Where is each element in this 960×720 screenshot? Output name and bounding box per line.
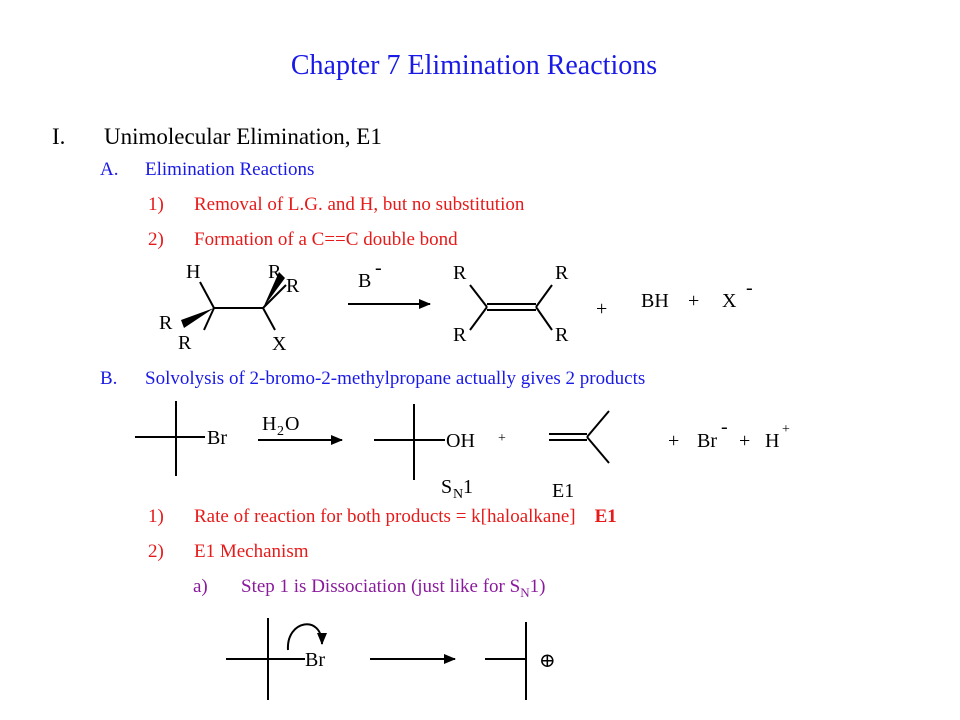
outline-marker-b1: 1) [148,506,164,527]
r-label-bottom: R [178,332,192,354]
isobutylene [549,411,609,463]
alkene-r-ur: R [555,262,569,284]
water-h: H [262,413,277,435]
outline-marker-a2: 2) [148,229,164,250]
curved-electron-arrow [288,624,322,650]
point-b2: E1 Mechanism [194,541,309,562]
sn1-label-s: S [441,476,453,498]
subsection-b-heading: Solvolysis of 2-bromo-2-methylpropane actually gives 2 products [145,368,646,389]
outline-marker-i: I. [52,124,66,149]
water-subscript: 2 [277,424,284,439]
hydroxyl-label: OH [446,430,475,452]
r-label-left: R [159,312,173,334]
positive-charge-icon: ⊕ [539,650,556,672]
alkene-r-ll: R [453,324,467,346]
alkene-r-lr: R [555,324,569,346]
point-b2a-subscript: N [520,584,530,600]
proton-charge: + [782,422,790,437]
dissociation-bromine: Br [305,649,325,671]
solvolysis-reaction [135,401,790,502]
point-b2a-text: Step 1 is Dissociation (just like for S [241,576,521,597]
alkene-r-ul: R [453,262,467,284]
leaving-group-label: X [272,333,287,355]
base-label: B [358,270,372,292]
bromide-label: Br [697,430,717,452]
alkene-bond-ur [536,285,552,307]
r-label-top: R [268,261,282,283]
bh-label: BH [641,290,669,312]
alkene-methyl-2 [587,437,609,463]
tert-butyl-bromide [135,401,227,476]
carbocation [485,622,556,700]
section-heading: Unimolecular Elimination, E1 [104,124,382,149]
c-h-bond [200,282,214,308]
outline-marker-b2a: a) [193,576,208,597]
r-label-right: R [286,275,300,297]
outline-marker-b: B. [100,368,118,389]
base-charge: - [375,257,382,279]
c-x-bond [263,308,275,330]
halide-charge: - [746,277,753,299]
proton-label: H [765,430,780,452]
plus-sign-3: + [498,431,506,446]
substrate-structure [159,261,300,355]
slide-title: Chapter 7 Elimination Reactions [290,50,658,81]
point-b2a-suffix: 1) [529,576,546,597]
e1-product-label: E1 [552,480,575,502]
dissociation-step [226,618,556,700]
alkene-bond-ul [470,285,487,307]
water-o: O [285,413,300,435]
plus-sign-1: + [596,298,608,320]
point-a1: Removal of L.G. and H, but no substitution [194,194,525,215]
e1-tag: E1 [594,506,617,527]
plus-sign-5: + [739,430,751,452]
plus-sign-2: + [688,290,700,312]
hydrogen-label: H [186,261,201,283]
outline-marker-b2: 2) [148,541,164,562]
alkene-bond-lr [536,307,552,330]
alkene-methyl-1 [587,411,609,437]
alkene-bond-ll [470,307,487,330]
sn1-label-subscript: N [453,487,464,502]
subsection-a-heading: Elimination Reactions [145,159,315,180]
outline-marker-a: A. [100,159,119,180]
elimination-reaction [159,257,753,355]
halide-label: X [722,290,737,312]
plus-sign-4: + [668,430,680,452]
outline-marker-a1: 1) [148,194,164,215]
point-b1-text: Rate of reaction for both products = k[haloalkane] [194,506,576,527]
bromine-label: Br [207,427,227,449]
alkene-product [453,262,569,346]
point-a2: Formation of a C==C double bond [194,229,458,250]
tert-butanol [374,404,475,480]
bromide-charge: - [721,416,728,438]
sn1-label-1: 1 [463,476,473,498]
substrate-with-curved-arrow [226,618,325,700]
